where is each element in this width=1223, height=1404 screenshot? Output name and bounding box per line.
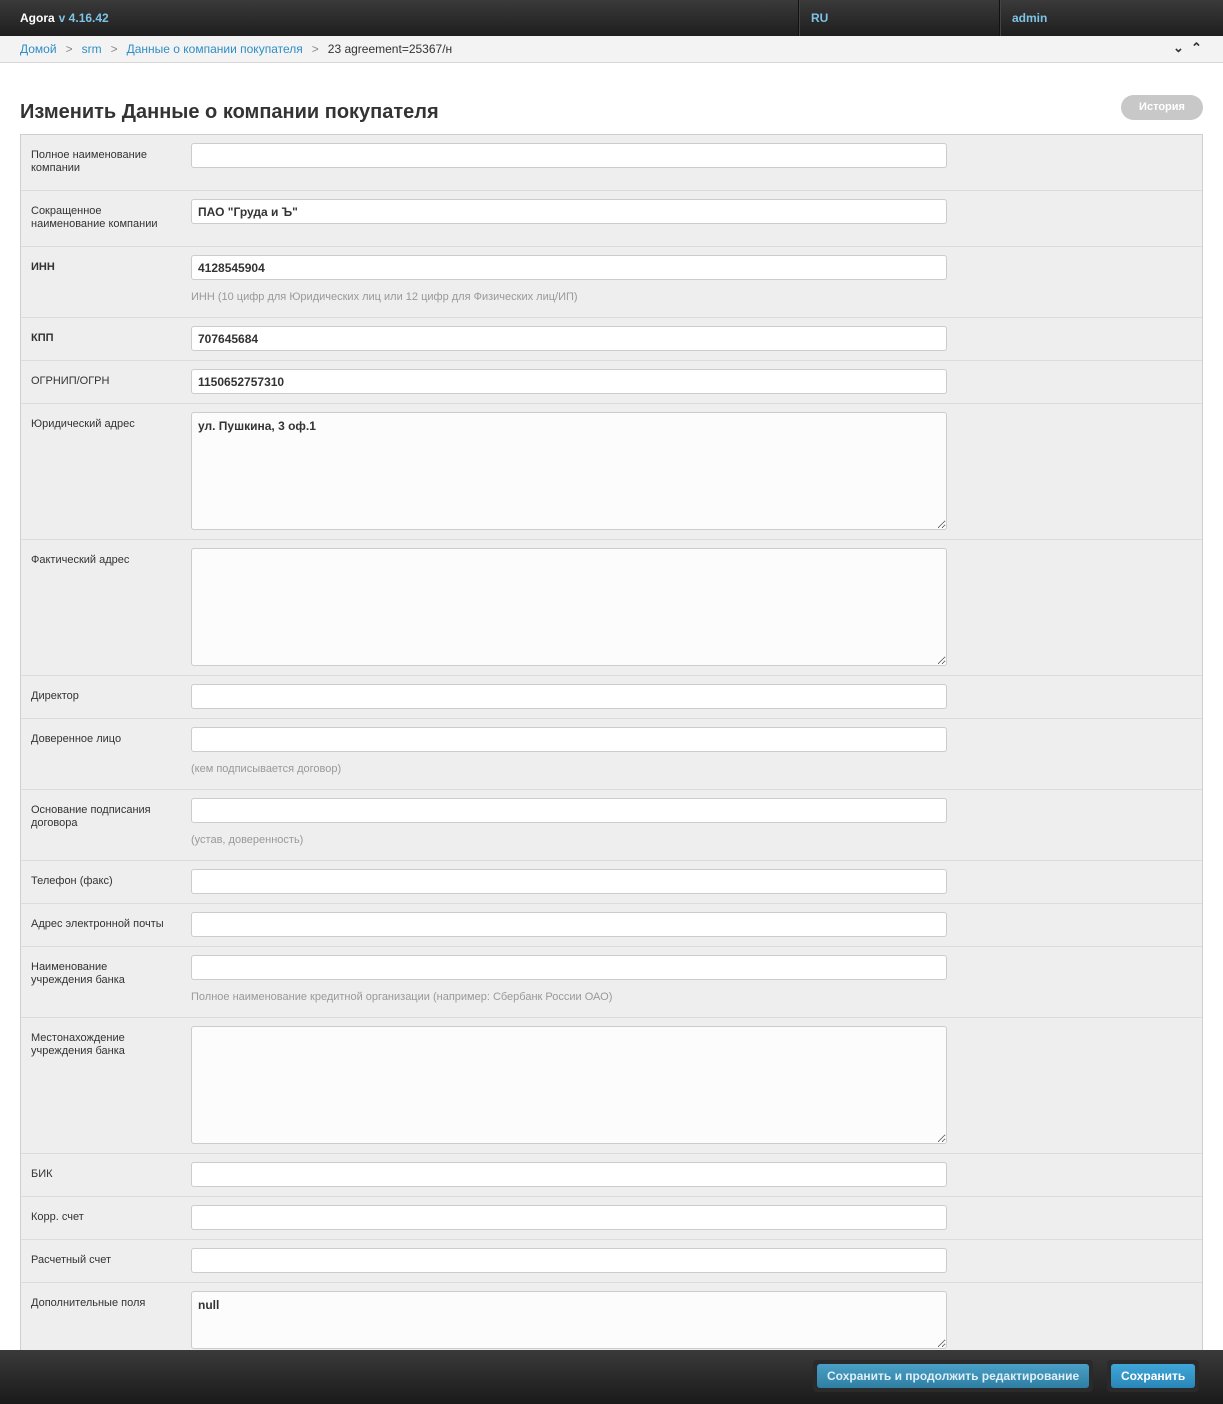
help-text: ИНН (10 цифр для Юридических лиц или 12 цифр для Физических лиц/ИП) <box>191 291 578 303</box>
field-label: Полное наименование компании <box>31 149 147 174</box>
bik-input[interactable] <box>191 1162 947 1187</box>
field-label: Местонахождение учреждения банка <box>31 1032 125 1057</box>
field-label: Юридический адрес <box>31 418 135 430</box>
form-row-trustee <box>21 719 1202 790</box>
form-row-kpp <box>21 318 1202 361</box>
breadcrumb-home[interactable]: Домой <box>20 42 57 56</box>
form-row-actual-address <box>21 540 1202 676</box>
breadcrumb <box>0 36 1223 63</box>
breadcrumb-buyer-company-data[interactable]: Данные о компании покупателя <box>126 42 303 56</box>
signing-basis-input[interactable] <box>191 798 947 823</box>
form-row-extra-fields <box>21 1283 1202 1351</box>
ogrn-input[interactable] <box>191 369 947 394</box>
legal-address-textarea[interactable] <box>191 412 947 530</box>
header-divider <box>999 0 1001 36</box>
breadcrumb-srm[interactable]: srm <box>81 42 102 56</box>
brand-name: Agora <box>20 11 55 25</box>
form-row-signing-basis <box>21 790 1202 861</box>
short-name-input[interactable] <box>191 199 947 224</box>
field-label: ОГРНИП/ОГРН <box>31 375 110 387</box>
header-divider <box>798 0 800 36</box>
field-label: Адрес электронной почты <box>31 918 164 930</box>
field-label: Директор <box>31 690 79 702</box>
field-label: Расчетный счет <box>31 1254 112 1266</box>
director-input[interactable] <box>191 684 947 709</box>
chevron-right-icon: > <box>311 42 319 56</box>
form-row-corr-account <box>21 1197 1202 1240</box>
form-row-legal-address <box>21 404 1202 540</box>
full-name-input[interactable] <box>191 143 947 168</box>
action-bar <box>0 1350 1223 1404</box>
field-label: Основание подписания договора <box>31 804 151 829</box>
form-row-phone <box>21 861 1202 904</box>
chevron-right-icon: > <box>110 42 118 56</box>
help-text: Полное наименование кредитной организации (например: Сбербанк России ОАО) <box>191 991 613 1003</box>
form-row-settlement-account <box>21 1240 1202 1283</box>
field-label: Корр. счет <box>31 1211 84 1223</box>
breadcrumb-current: 23 agreement=25367/н <box>327 42 453 56</box>
brand[interactable] <box>20 11 109 25</box>
top-header <box>0 0 1223 36</box>
field-label: Сокращенное наименование компании <box>31 205 158 230</box>
field-label: БИК <box>31 1168 53 1180</box>
form-row-bik <box>21 1154 1202 1197</box>
kpp-input[interactable] <box>191 326 947 351</box>
form-row-director <box>21 676 1202 719</box>
email-input[interactable] <box>191 912 947 937</box>
page-title: Изменить Данные о компании покупателя <box>20 101 439 123</box>
bank-location-textarea[interactable] <box>191 1026 947 1144</box>
bank-name-input[interactable] <box>191 955 947 980</box>
collapse-all-icon[interactable]: ⌃ <box>1191 40 1202 55</box>
form-row-bank-location <box>21 1018 1202 1154</box>
field-label: КПП <box>31 332 54 344</box>
settlement-account-input[interactable] <box>191 1248 947 1273</box>
help-text: (устав, доверенность) <box>191 834 304 846</box>
form-row-bank-name <box>21 947 1202 1018</box>
phone-input[interactable] <box>191 869 947 894</box>
trustee-input[interactable] <box>191 727 947 752</box>
actual-address-textarea[interactable] <box>191 548 947 666</box>
corr-account-input[interactable] <box>191 1205 947 1230</box>
form-row-email <box>21 904 1202 947</box>
language-switcher[interactable]: RU <box>811 11 829 25</box>
app-version: v 4.16.42 <box>58 11 109 25</box>
user-menu[interactable]: admin <box>1012 11 1048 25</box>
edit-form <box>20 134 1203 1351</box>
field-label: ИНН <box>31 261 55 273</box>
form-row-inn <box>21 247 1202 318</box>
extra-fields-textarea[interactable] <box>191 1291 947 1349</box>
expand-all-icon[interactable]: ⌄ <box>1173 40 1184 55</box>
field-label: Фактический адрес <box>31 554 130 566</box>
button-label: Сохранить <box>1111 1364 1195 1388</box>
save-button[interactable] <box>1107 1360 1199 1392</box>
field-label: Дополнительные поля <box>31 1297 146 1309</box>
field-label: Наименование учреждения банка <box>31 961 125 986</box>
button-label: Сохранить и продолжить редактирование <box>817 1364 1089 1388</box>
field-label: Доверенное лицо <box>31 733 122 745</box>
save-and-continue-button[interactable] <box>813 1360 1093 1392</box>
chevron-right-icon: > <box>65 42 73 56</box>
form-row-full-name <box>21 135 1202 191</box>
field-label: Телефон (факс) <box>31 875 113 887</box>
form-row-ogrn <box>21 361 1202 404</box>
inn-input[interactable] <box>191 255 947 280</box>
help-text: (кем подписывается договор) <box>191 763 342 775</box>
form-row-short-name <box>21 191 1202 247</box>
history-button[interactable]: История <box>1121 95 1203 120</box>
